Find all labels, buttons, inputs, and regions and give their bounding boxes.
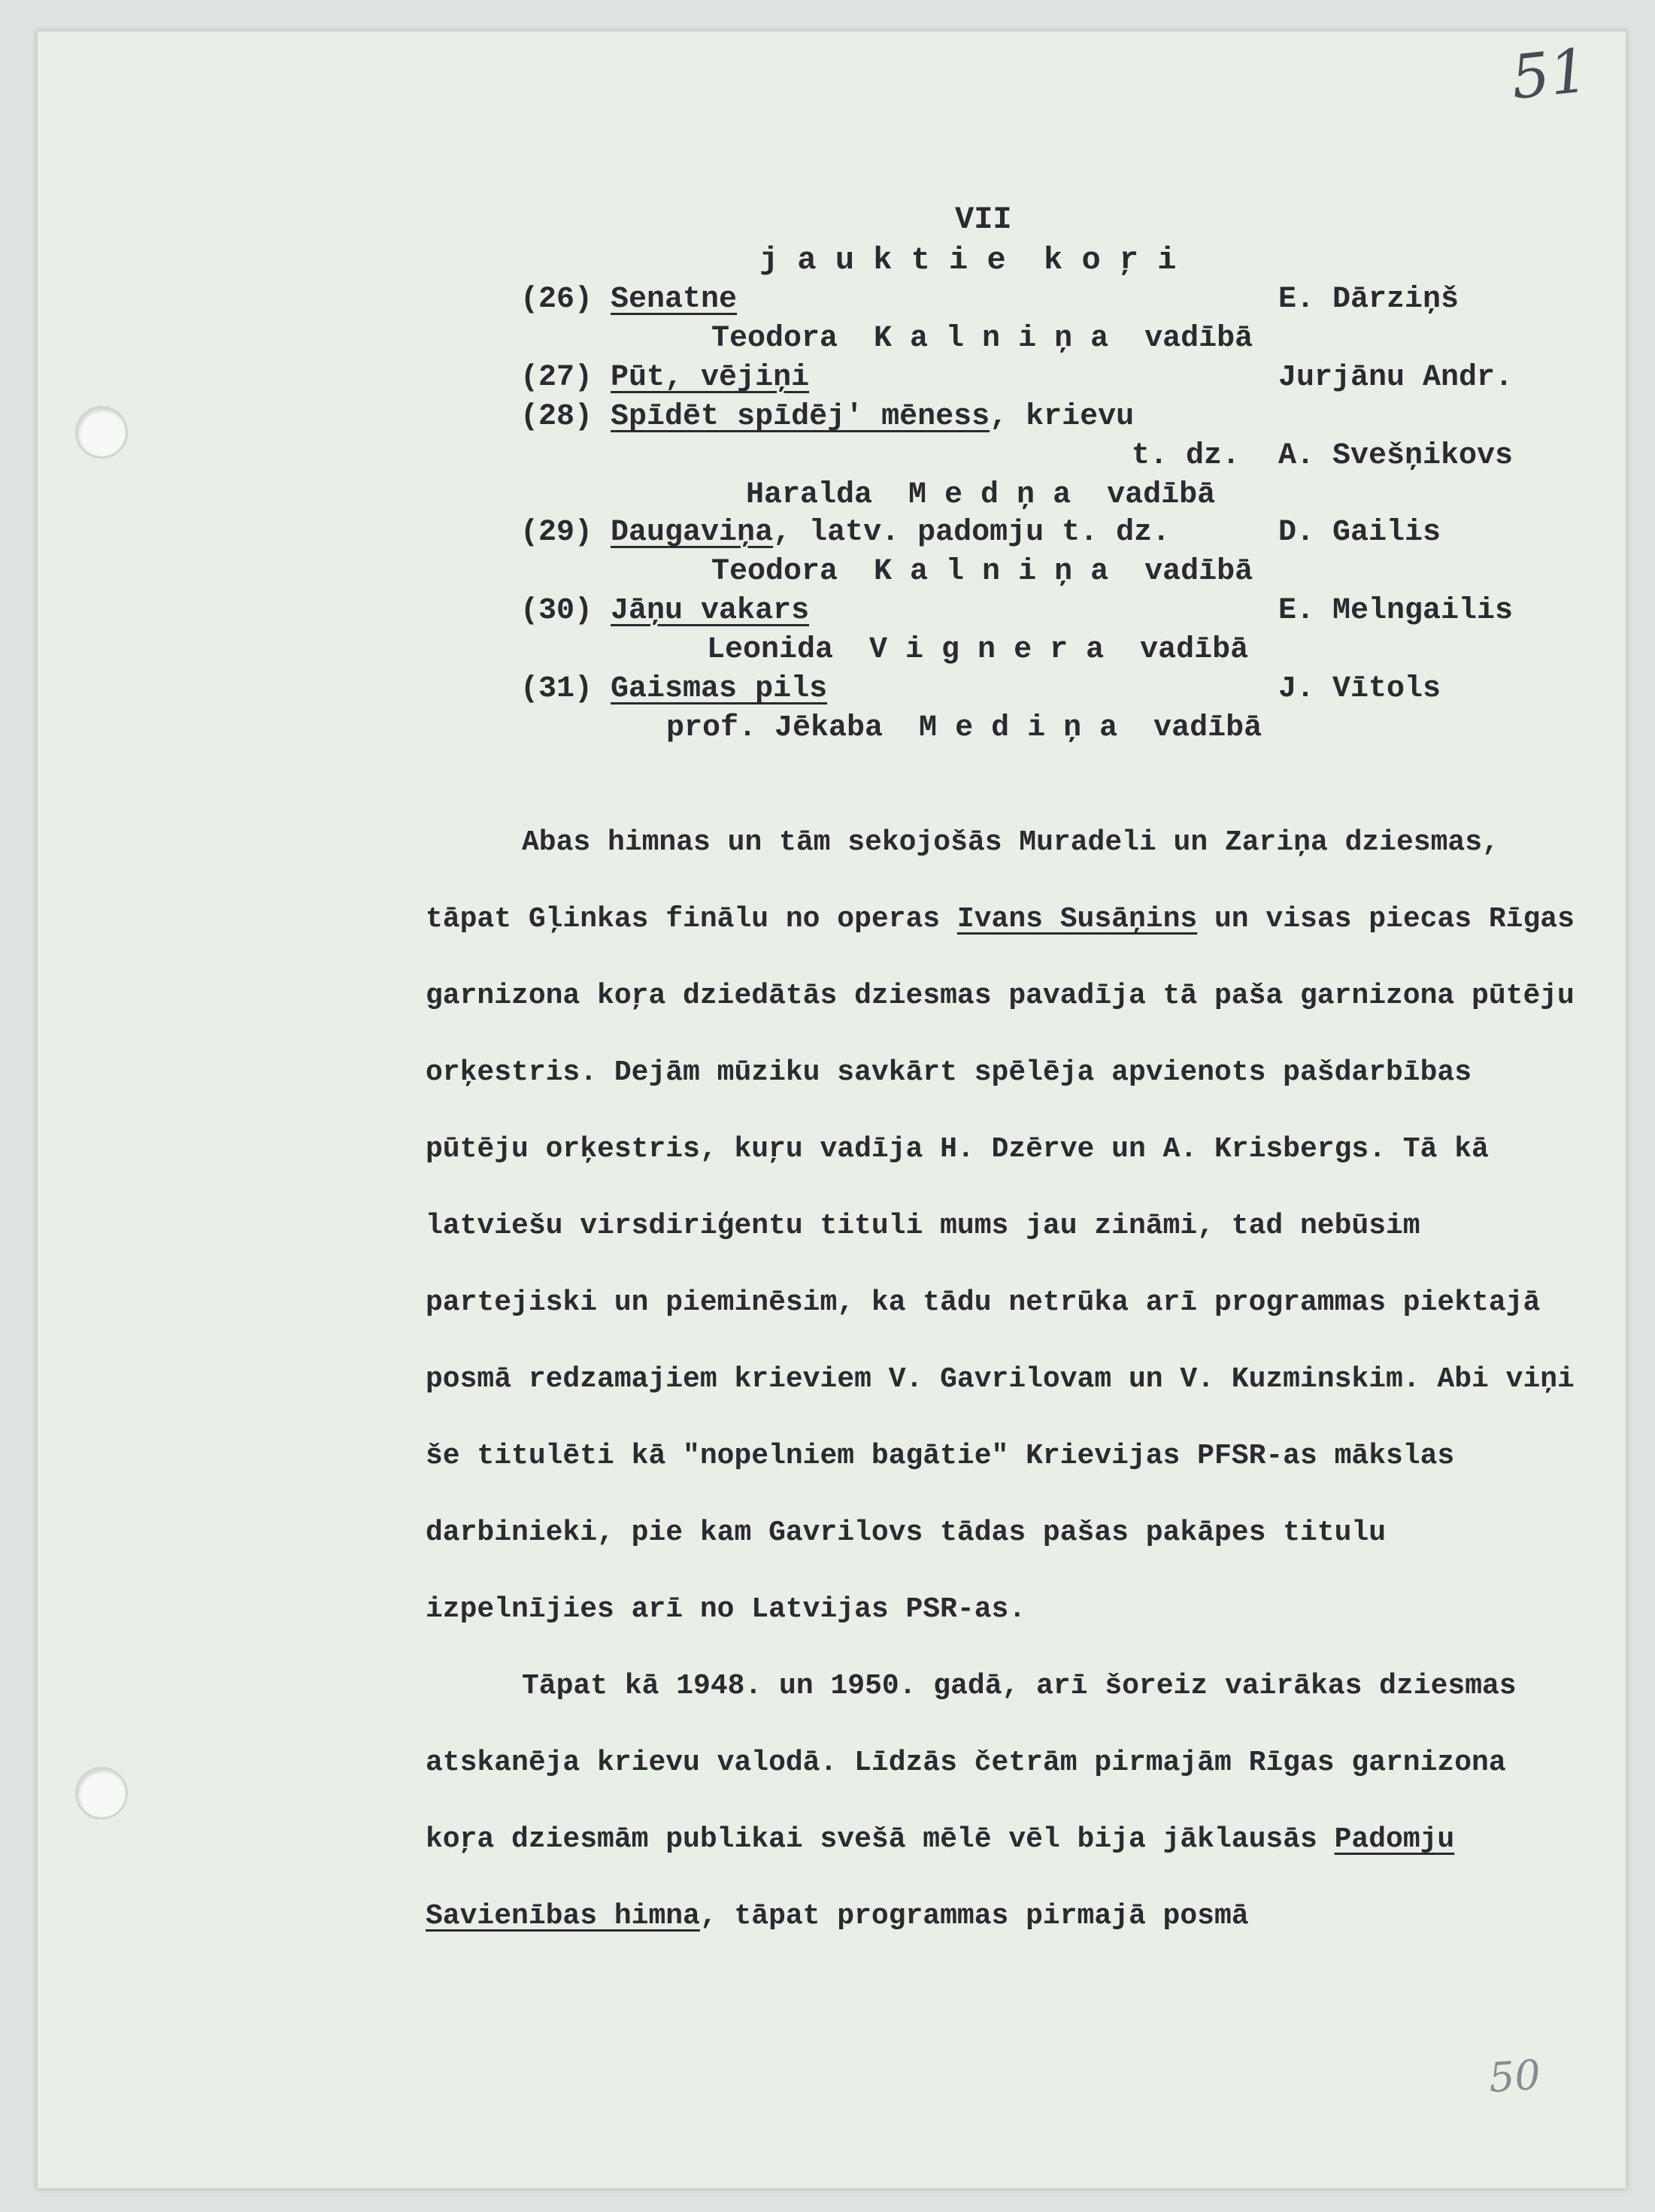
entry-composer: J. Vītols bbox=[1278, 672, 1441, 706]
paragraph-2: Tāpat kā 1948. un 1950. gadā, arī šoreiz vairākas dziesmas atskanēja krievu valodā. Līdzās četrām pirmajām Rīgas garnizona koŗa dziesmām publikai svešā mēlē vēl bija jāklausās Padomju Savienības himna, tāpat programmas pirmajā posmā bbox=[426, 1670, 1517, 1932]
entry-31 bbox=[520, 672, 827, 706]
anthem-title: Padomju Savienības himna bbox=[426, 1823, 1455, 1932]
entry-26 bbox=[520, 283, 737, 317]
entry-30 bbox=[520, 594, 809, 628]
entry-28 bbox=[520, 400, 1134, 434]
entry-line2-left: t. dz. bbox=[1132, 439, 1241, 473]
paragraph-1: Abas himnas un tām sekojošās Muradeli un Zariņa dziesmas, tāpat Gļinkas finālu no operas Ivans Susāņins un visas piecas Rīgas garnizona koŗa dziedātās dziesmas pavadīja tā paša garnizona pūtēju orķestris. Dejām mūziku savkārt spēlēja apvienots pašdarbības pūtēju orķestris, kuŗu vadīja H. Dzērve un A. Krisbergs. Tā kā latviešu virsdiriģentu tituli mums jau zināmi, tad nebūsim partejiski un pieminēsim, ka tādu netrūka arī programmas piektajā posmā redzamajiem krieviem V. Gavrilovam un V. Kuzminskim. Abi viņi še titulēti kā "nopelniem bagātie" Krievijas PFSR-as mākslas darbinieki, pie kam Gavrilovs tādas pašas pakāpes titulu izpelnījies arī no Latvijas PSR-as. bbox=[426, 826, 1575, 1626]
entry-rest: , krievu bbox=[990, 400, 1135, 434]
entry-composer: D. Gailis bbox=[1278, 516, 1441, 550]
entry-number: (30) bbox=[520, 594, 593, 628]
entry-conductor: Teodora K a l n i ņ a vadībā bbox=[711, 555, 1253, 589]
section-roman: VII bbox=[955, 202, 1012, 238]
entry-composer: A. Svešņikovs bbox=[1278, 439, 1514, 473]
entry-title: Pūt, vējiņi bbox=[611, 361, 810, 395]
entry-composer: Jurjānu Andr. bbox=[1278, 361, 1514, 395]
entry-conductor: Leonida V i g n e r a vadībā bbox=[707, 633, 1249, 667]
punch-hole-bottom bbox=[75, 1767, 128, 1820]
entry-number: (29) bbox=[520, 516, 593, 550]
section-title: j a u k t i e k o ŗ i bbox=[759, 242, 1177, 278]
entry-number: (28) bbox=[520, 400, 593, 434]
entry-29 bbox=[520, 516, 1170, 550]
punch-hole-top bbox=[75, 406, 128, 459]
entry-conductor: prof. Jēkaba M e d i ņ a vadībā bbox=[666, 711, 1262, 745]
entry-title: Spīdēt spīdēj' mēness bbox=[611, 400, 990, 434]
entry-composer: E. Melngailis bbox=[1278, 594, 1514, 628]
entry-title: Senatne bbox=[611, 283, 738, 317]
body-text bbox=[426, 805, 1591, 1955]
page-number-bottom: 50 bbox=[1487, 2050, 1542, 2102]
entry-number: (26) bbox=[520, 283, 593, 317]
entry-rest: , latv. padomju t. dz. bbox=[773, 516, 1171, 550]
entry-title: Daugaviņa bbox=[611, 516, 774, 550]
entry-composer: E. Dārziņš bbox=[1278, 283, 1459, 317]
entry-conductor: Haralda M e d ņ a vadībā bbox=[746, 478, 1216, 512]
opera-title: Ivans Susāņins bbox=[956, 903, 1198, 935]
page-number-top: 51 bbox=[1508, 35, 1592, 114]
entry-number: (27) bbox=[520, 361, 593, 395]
entry-number: (31) bbox=[520, 672, 593, 706]
entry-title: Gaismas pils bbox=[611, 672, 828, 706]
entry-conductor: Teodora K a l n i ņ a vadībā bbox=[711, 322, 1253, 356]
entry-title: Jāņu vakars bbox=[611, 594, 810, 628]
entry-27 bbox=[520, 361, 809, 395]
